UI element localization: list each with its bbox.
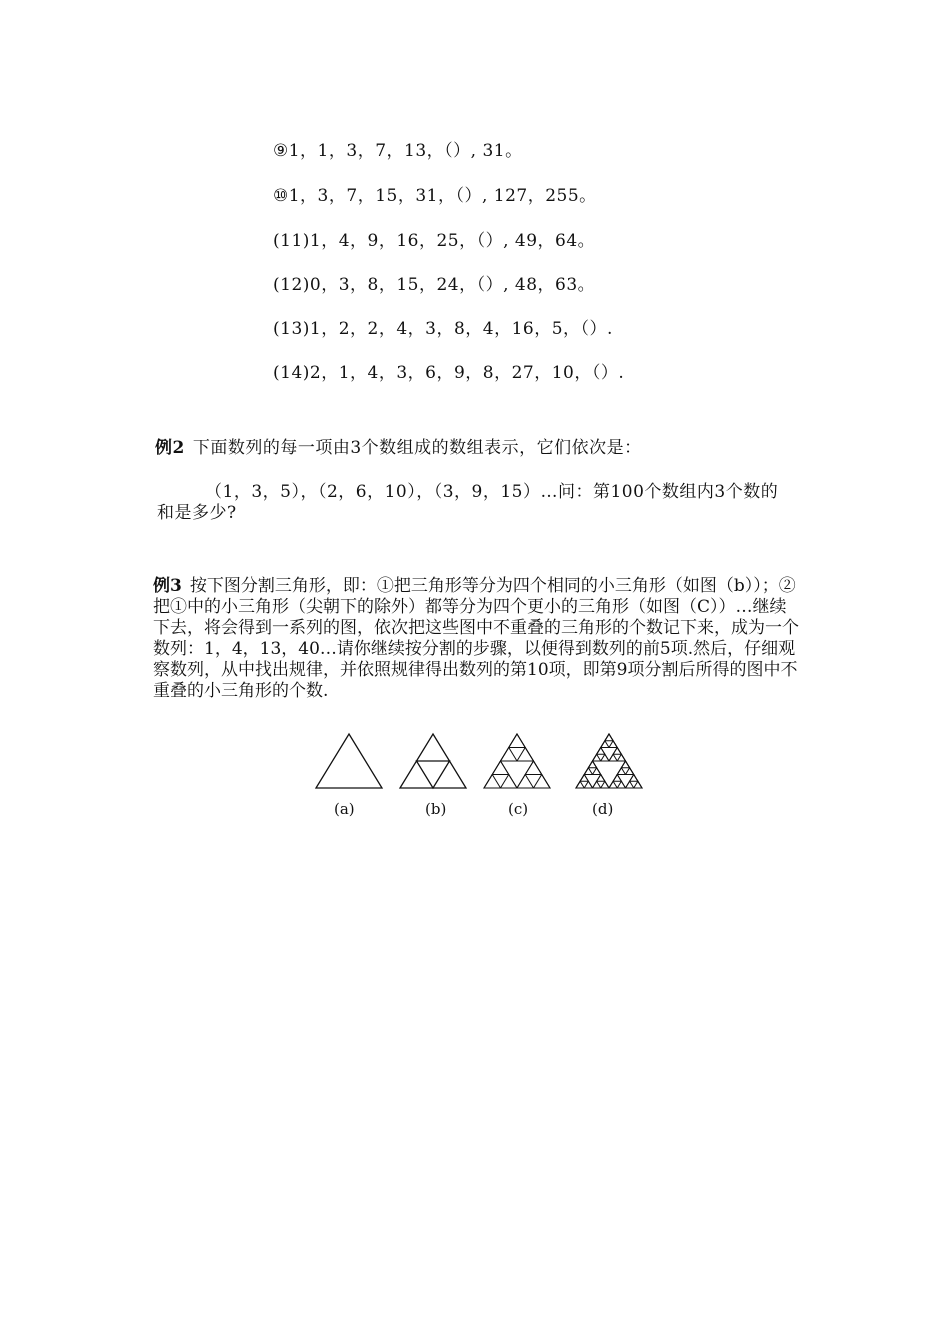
sequence-12: (12)0，3，8，15，24，（）, 48，63。 — [273, 275, 596, 295]
caption-b: (b) — [425, 800, 447, 818]
example3-text: 按下图分割三角形，即：①把三角形等分为四个相同的小三角形（如图（b））；②把①中的小三角形（尖朝下的除外）都等分为四个更小的三角形（如图（C））…继续下去，将会得到一系列的图，依次把这些图中不重叠的三角形的个数记下来，成为一个数列：1，4，13，40…请你继续按分割的步骤，以便得到数列的前5项.然后，仔细观察数列，从中找出规律，并依照规律得出数列的第10项，即第9项分割后所得的图中不重叠的小三角形的个数. — [153, 576, 799, 701]
example2-line1: （1，3，5），（2，6，10），（3，9，15）…问：第100个数组内3个数的 — [205, 482, 779, 502]
caption-d: (d) — [592, 800, 614, 818]
example2-intro-text: 下面数列的每一项由3个数组成的数组表示，它们依次是： — [192, 438, 642, 458]
sequence-11: (11)1，4，9，16，25，（）, 49，64。 — [273, 231, 596, 251]
sequence-14: (14)2，1，4，3，6，9，8，27，10，（）. — [273, 363, 625, 383]
example3-paragraph — [153, 576, 803, 702]
sequence-13: (13)1，2，2，4，3，8，4，16，5，（）. — [273, 319, 613, 339]
example2-label: 例2 — [155, 438, 185, 458]
figure-a — [314, 732, 384, 790]
sequence-10: ⑩1，3，7，15，31，（）, 127，255。 — [273, 186, 597, 206]
example2-line2: 和是多少? — [157, 503, 237, 523]
example2-intro — [155, 433, 642, 458]
figure-d — [574, 732, 644, 790]
sequence-9: ⑨1，1，3，7，13，（）, 31。 — [273, 141, 523, 161]
figure-c — [482, 732, 552, 790]
example3-label: 例3 — [153, 576, 182, 596]
figure-b — [398, 732, 468, 790]
caption-c: (c) — [508, 800, 529, 818]
caption-a: (a) — [334, 800, 355, 818]
